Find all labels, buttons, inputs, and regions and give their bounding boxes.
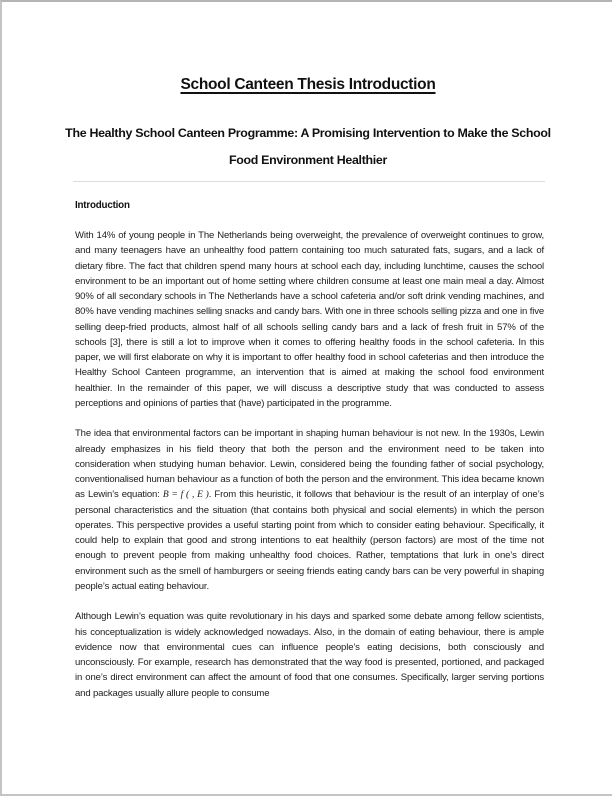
paragraph-1: With 14% of young people in The Netherlands being overweight, the prevalence of overweight continues to grow, and many teenagers have an unhealthy food pattern containing too much saturated fats, sugars, and a lack of dietary fibre. The fact that children spend many hours at school each day, including lunchtime, causes the school environment to be an important out of home setting where children consume at least one main meal a day. Almost 90% of all secondary schools in The Netherlands have a school cafeteria and/or soft drink vending machines, and 80% have vending machines selling snacks and candy bars. With one in three schools selling pizza and one in five selling deep-fried products, almost half of all schools selling candy bars and a lack of fresh fruit in 57% of the schools [3], there is still a lot to improve when it comes to offering healthy foods in the school cafeteria. In this paper, we will first elaborate on why it is important to offer healthy food in school cafeterias and then introduce the Healthy School Canteen programme, an intervention that is aimed at making the school food environment healthier. In the remainder of this paper, we will discuss a descriptive study that was conducted to assess perceptions and opinions of parties that (have) participated in the programme.	[75, 230, 544, 409]
document-title-text: School Canteen Thesis Introduction	[180, 76, 436, 93]
document-body	[75, 228, 544, 716]
horizontal-divider	[73, 181, 545, 182]
paragraph-2-text-before: The idea that environmental factors can be important in shaping human behaviour is not new. In the 1930s, Lewin already emphasizes in his field theory that both the person and the environment need to be taken into consideration when studying human behavior. Lewin, considered being the founding father of social psychology, conventionalised human behaviour as a function of both the person and the environment. This idea became known as Lewin’s equation:	[75, 428, 544, 501]
paragraph-2	[75, 426, 544, 594]
lewin-equation: B = f ( , E )	[162, 489, 209, 501]
document-title	[2, 76, 612, 94]
document-subtitle: The Healthy School Canteen Programme: A Promising Intervention to Make the School Food Environment Healthier	[65, 126, 551, 167]
section-heading-introduction: Introduction	[75, 200, 130, 211]
paragraph-2-text-after: . From this heuristic, it follows that behaviour is the result of an interplay of one’s personal characteristics and the situation (that contains both physical and social elements) in which the person operates. This perspective provides a useful starting point from which to consider eating behaviour. Specifically, it could help to explain that good and strong intentions to eat healthily (person factors) are most of the time not enough to prevent people from making unhealthy food choices. Rather, temptations that lurk in one’s direct environment such as the smell of hamburgers or seeing friends eating candy bars can be very powerful in shaping people’s actual eating behaviour.	[75, 489, 545, 592]
paragraph-3: Although Lewin’s equation was quite revolutionary in his days and sparked some debate among fellow scientists, his conceptualization is widely acknowledged nowadays. Also, in the domain of eating behaviour, there is ample evidence now that environmental cues can influence people’s eating decisions, both consciously and unconsciously. For example, research has demonstrated that the way food is presented, portioned, and packaged in one’s direct environment can affect the amount of food that one consumes. Specifically, larger serving portions and packages usually allure people to consume	[75, 611, 544, 699]
